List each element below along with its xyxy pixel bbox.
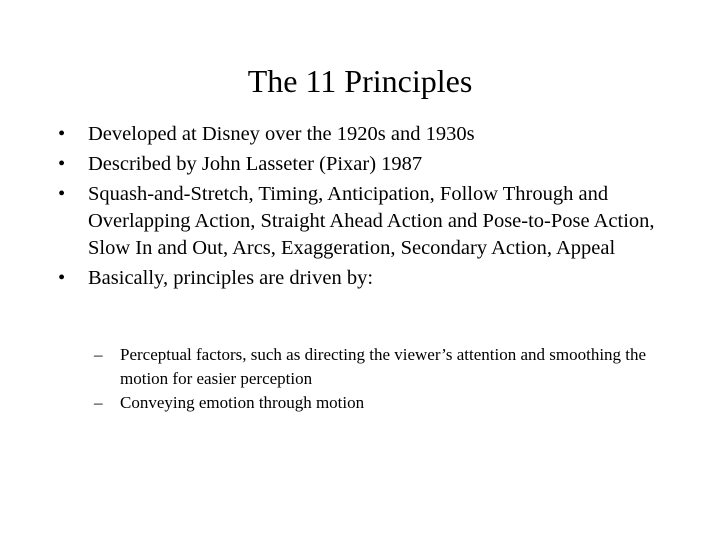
sub-bullet-marker: –	[94, 393, 103, 412]
sub-bullet-text: Conveying emotion through motion	[120, 393, 365, 412]
bullet-text: Developed at Disney over the 1920s and 1930s	[88, 123, 475, 145]
bullet-marker: •	[58, 267, 66, 289]
bullet-marker: •	[58, 183, 66, 205]
bullet-text: Squash-and-Stretch, Timing, Anticipation, Follow Through and Overlapping Action, Straight Ahead Action and Pose-to-Pose Action, Slow In and Out, Arcs, Exaggeration, Secondary Action, Appeal	[88, 183, 655, 259]
slide-title: The 11 Principles	[247, 63, 473, 99]
bullet-text: Described by John Lasseter (Pixar) 1987	[88, 153, 423, 175]
bullet-item	[58, 151, 678, 178]
bullet-list	[58, 121, 678, 295]
sub-bullet-item	[94, 391, 674, 415]
bullet-text: Basically, principles are driven by:	[88, 267, 374, 289]
bullet-marker: •	[58, 123, 66, 145]
sub-bullet-text: Perceptual factors, such as directing the viewer’s attention and smoothing the motion for easier perception	[120, 345, 647, 388]
bullet-marker: •	[58, 153, 66, 175]
sub-bullet-marker: –	[94, 345, 103, 364]
sub-bullet-item	[94, 343, 674, 391]
bullet-item	[58, 181, 678, 262]
sub-bullet-list	[94, 343, 674, 415]
bullet-item	[58, 121, 678, 148]
bullet-item	[58, 265, 678, 292]
